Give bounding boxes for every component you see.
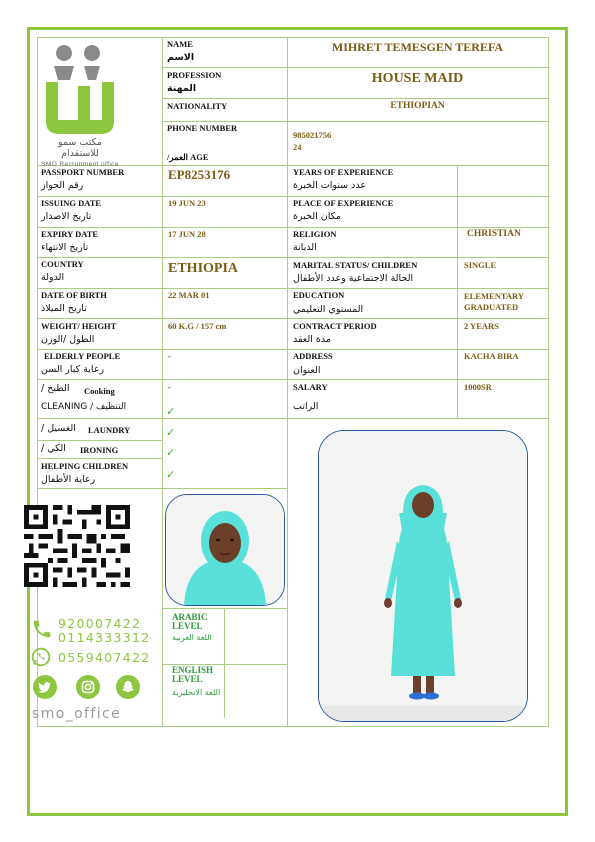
instagram-icon[interactable] (76, 675, 100, 699)
laundry-label: LAUNDRY (88, 425, 131, 435)
snapchat-icon[interactable] (116, 675, 140, 699)
ironing-label-ar: الكي / (41, 443, 66, 454)
ironing-label: IRONING (80, 445, 119, 455)
elderly-label-ar: رعاية كبار السن (41, 364, 105, 375)
contract-value: 2 YEARS (464, 321, 499, 331)
qr-code[interactable] (22, 505, 132, 587)
portrait-photo (165, 494, 285, 606)
expiry-label-ar: تاريخ الانتهاء (41, 242, 89, 253)
phone-value: 985021756 (293, 130, 332, 140)
phone-icon (31, 618, 53, 645)
phone-number-2[interactable]: 0114333312 (58, 630, 151, 645)
salary-label: SALARY (293, 382, 328, 392)
address-value: KACHA BIRA (464, 351, 519, 361)
country-label-ar: الدولة (41, 272, 65, 283)
english-level-label: ENGLISH LEVEL (172, 665, 214, 685)
whatsapp-number[interactable]: 0559407422 (58, 650, 151, 665)
age-value: 24 (293, 142, 302, 152)
whatsapp-icon (31, 647, 51, 672)
religion-value: CHRISTIAN (467, 229, 521, 239)
cleaning-label: التنظيف / CLEANING (41, 402, 127, 412)
weight-height-label-ar: الطول /الوزن (41, 334, 95, 345)
check-icon: ✓ (166, 468, 176, 481)
smo-logo (40, 42, 120, 168)
children-label: HELPING CHILDREN (41, 461, 129, 471)
nationality-label: NATIONALITY (167, 101, 228, 111)
name-label: NAME (167, 39, 193, 49)
english-level-label-ar: اللغة الانجليزية (172, 688, 221, 697)
dob-value: 22 MAR 01 (168, 290, 210, 300)
expiry-value: 17 JUN 28 (168, 229, 206, 239)
name-value: MIHRET TEMESGEN TEREFA (331, 40, 504, 54)
age-label: /العمر AGE (167, 152, 209, 162)
contract-label: CONTRACT PERIOD (293, 321, 377, 331)
dob-label: DATE OF BIRTH (41, 290, 107, 300)
phone-number-1[interactable]: 920007422 (58, 616, 142, 631)
cooking-label-ar: الطبخ / (41, 383, 70, 394)
office-handle: smo_office (32, 706, 122, 722)
profession-label: PROFESSION (167, 70, 222, 80)
elderly-value: - (168, 351, 171, 361)
phone-label: PHONE NUMBER (167, 123, 238, 133)
office-name-en: SMO Recruitment office (41, 161, 119, 168)
name-label-ar: الاسم (167, 52, 195, 63)
arabic-level-label-ar: اللغة العربية (172, 633, 212, 642)
cooking-label: Cooking (84, 386, 115, 396)
country-label: COUNTRY (41, 259, 84, 269)
weight-height-label: WEIGHT/ HEIGHT (41, 321, 117, 331)
laundry-label-ar: الغسيل / (41, 423, 76, 434)
expiry-label: EXPIRY DATE (41, 229, 99, 239)
profession-label-ar: المهنة (167, 83, 197, 94)
issuing-label: ISSUING DATE (41, 198, 102, 208)
passport-value: EP8253176 (168, 167, 231, 182)
twitter-icon[interactable] (33, 675, 57, 699)
religion-label: RELIGION (293, 229, 337, 239)
education-value: ELEMENTARY GRADUATED (464, 291, 524, 313)
poe-label: PLACE OF EXPERIENCE (293, 198, 394, 208)
address-label: ADDRESS (293, 351, 333, 361)
profession-value: HOUSE MAID (371, 71, 464, 86)
nationality-value: ETHIOPIAN (390, 101, 445, 111)
issuing-value: 19 JUN 23 (168, 198, 206, 208)
passport-label: PASSPORT NUMBER (41, 167, 125, 177)
check-icon: ✓ (166, 405, 176, 418)
check-icon: ✓ (166, 446, 176, 459)
issuing-label-ar: تاريخ الاصدار (41, 211, 92, 222)
education-label: EDUCATION (293, 290, 345, 300)
religion-label-ar: الديانة (293, 242, 317, 253)
yoe-label-ar: عدد سنوات الخبرة (293, 180, 366, 191)
poe-label-ar: مكان الخبرة (293, 211, 341, 222)
cooking-value: - (168, 382, 171, 392)
address-label-ar: العنوان (293, 365, 321, 376)
check-icon: ✓ (166, 426, 176, 439)
marital-value: SINGLE (464, 260, 497, 270)
weight-height-value: 60 K.G / 157 cm (168, 321, 227, 331)
full-body-photo (318, 430, 528, 722)
marital-label-ar: الحالة الاجتماعية وعدد الأطفال (293, 273, 414, 284)
elderly-label: ELDERLY PEOPLE (44, 351, 121, 361)
contract-label-ar: مدة العقد (293, 334, 331, 345)
yoe-label: YEARS OF EXPERIENCE (293, 167, 394, 177)
salary-label-ar: الراتب (293, 401, 319, 412)
passport-label-ar: رقم الجواز (41, 180, 84, 191)
children-label-ar: رعاية الأطفال (41, 474, 96, 485)
education-label-ar: المستوي التعليمي (293, 304, 364, 315)
country-value: ETHIOPIA (168, 261, 239, 276)
office-name-ar: مكتب سمو للاستقدام (58, 137, 102, 159)
dob-label-ar: تاريخ الميلاد (41, 303, 87, 314)
marital-label: MARITAL STATUS/ CHILDREN (293, 260, 418, 270)
salary-value: 1000SR (464, 382, 492, 392)
arabic-level-label: ARABIC LEVEL (172, 612, 208, 632)
